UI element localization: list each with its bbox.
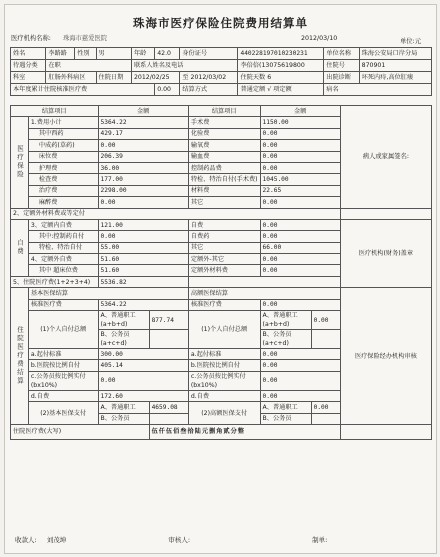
days-cell bbox=[238, 72, 324, 84]
id-label: 身份证号 bbox=[180, 48, 238, 60]
capital-amount-value: 伍仟伍佰叁拾陆元捌角贰分整 bbox=[149, 424, 340, 439]
settlement-table bbox=[10, 105, 432, 440]
insure-value: 在职 bbox=[46, 60, 132, 72]
row-label: 检查费 bbox=[28, 174, 98, 185]
capital-amount-label: 住院医疗费(大写) bbox=[11, 424, 150, 439]
row-value: 0.00 bbox=[311, 402, 340, 413]
out-date-cell bbox=[180, 72, 238, 84]
row-value: 0.00 bbox=[260, 197, 340, 208]
high-pay-label: (2)高额医保支付 bbox=[188, 402, 260, 425]
high-insurance-head: 高额医保结算 bbox=[188, 288, 340, 299]
row-value: 66.00 bbox=[260, 242, 340, 253]
row-label: 定额外-其它 bbox=[188, 254, 260, 265]
head-item-1: 结算项目 bbox=[11, 106, 99, 117]
row-value: 0.00 bbox=[260, 128, 340, 139]
row-value: 206.39 bbox=[98, 151, 188, 162]
row-value: 177.00 bbox=[98, 174, 188, 185]
row-label: 4、定额外自费 bbox=[28, 254, 98, 265]
row-value: 5364.22 bbox=[98, 117, 188, 128]
row-value: 0.00 bbox=[260, 349, 340, 360]
insurance-office-review: 医疗保险经办机构审核 bbox=[340, 288, 431, 425]
row-label: 其中:控制药自付 bbox=[28, 231, 98, 242]
row-value: 0.00 bbox=[260, 140, 340, 151]
patient-info-table bbox=[10, 47, 432, 96]
row-label: d.自费 bbox=[188, 390, 260, 401]
row-value bbox=[149, 330, 188, 349]
name-label: 姓名 bbox=[11, 48, 46, 60]
sex-label: 性别 bbox=[75, 48, 96, 60]
row-value: 0.00 bbox=[260, 231, 340, 242]
row-value bbox=[311, 330, 340, 349]
disease-label: 病名 bbox=[324, 84, 432, 96]
row-value: 0.00 bbox=[260, 371, 340, 390]
diag-value: 坏死内痔,高位肛瘘 bbox=[359, 72, 431, 84]
row-value: 22.65 bbox=[260, 185, 340, 196]
row-label: 输血费 bbox=[188, 151, 260, 162]
in-date: 2012/02/25 bbox=[131, 72, 179, 84]
employer-label: 单位名称 bbox=[324, 48, 359, 60]
sex-value: 男 bbox=[96, 48, 131, 60]
blank-cell bbox=[188, 276, 340, 287]
row-value: 0.00 bbox=[260, 265, 340, 276]
row-value: 172.60 bbox=[98, 390, 188, 401]
self-pay-total-label: (1)个人自付总额 bbox=[28, 311, 98, 349]
contact-value: 李倍倍(13075619800 bbox=[238, 60, 324, 72]
settlement-sheet bbox=[4, 4, 437, 554]
dept-label: 科室 bbox=[11, 72, 46, 84]
maker-label: 制单: bbox=[312, 536, 328, 544]
row-label: b.医院按比例自付 bbox=[28, 360, 98, 371]
footer bbox=[15, 535, 327, 544]
row-label: B、公务员(a+c+d) bbox=[98, 330, 149, 349]
row-value bbox=[149, 413, 188, 424]
head-amount-1: 金额 bbox=[98, 106, 188, 117]
row-label: 3、定额内自费 bbox=[28, 219, 98, 230]
row-label: 5、住院医疗费(1+2+3+4) bbox=[11, 276, 99, 287]
in-label: 住院日期 bbox=[96, 72, 131, 84]
row-label: B、公务员 bbox=[260, 413, 311, 424]
row-value: 51.60 bbox=[98, 265, 188, 276]
auditor-label: 审核人: bbox=[168, 536, 191, 544]
row-value: 0.00 bbox=[98, 197, 188, 208]
side-blank bbox=[340, 424, 431, 439]
insure-label: 待遇分类 bbox=[11, 60, 46, 72]
row-value: 0.00 bbox=[98, 231, 188, 242]
date: 2012/03/10 bbox=[301, 35, 338, 42]
row-label: 输氧费 bbox=[188, 140, 260, 151]
row-label: a.起付标准 bbox=[188, 349, 260, 360]
row-value: 36.00 bbox=[98, 162, 188, 173]
to-label: 至 bbox=[182, 74, 189, 81]
diag-label: 出院诊断 bbox=[324, 72, 359, 84]
dept-value: 肛肠外科病区 bbox=[46, 72, 96, 84]
row-value: 0.00 bbox=[260, 219, 340, 230]
year-total-label: 本年度累计住院核准医疗费 bbox=[11, 84, 155, 96]
cashier-name: 刘茂坤 bbox=[46, 536, 67, 544]
section-settlement: 住院医疗费结算 bbox=[11, 288, 29, 425]
row-value: 0.00 bbox=[260, 299, 340, 310]
row-label: A、普通职工 bbox=[260, 402, 311, 413]
row-label: b.医院按比例自付 bbox=[188, 360, 260, 371]
row-label: 自费 bbox=[188, 219, 260, 230]
row-value: 0.00 bbox=[98, 371, 188, 390]
row-label: 2、定额外材料费或等定付 bbox=[11, 208, 341, 219]
patient-signature: 病人或家属签名: bbox=[340, 106, 431, 209]
row-label: 自费药 bbox=[188, 231, 260, 242]
row-value: 0.00 bbox=[260, 162, 340, 173]
section-medical-insurance: 医疗保险 bbox=[11, 117, 29, 208]
days-label: 住院天数 bbox=[240, 74, 266, 81]
row-value bbox=[311, 413, 340, 424]
row-label: A、普通职工(a+b+d) bbox=[260, 311, 311, 330]
row-value: 0.00 bbox=[98, 140, 188, 151]
row-label: 定额外材料费 bbox=[188, 265, 260, 276]
basic-insurance-head: 基本医保结算 bbox=[28, 288, 188, 299]
year-total-value: 0.00 bbox=[155, 84, 180, 96]
row-value: 300.00 bbox=[98, 349, 188, 360]
days-value: 6 bbox=[267, 74, 272, 81]
row-value: 2298.00 bbox=[98, 185, 188, 196]
head-amount-2: 金额 bbox=[260, 106, 340, 117]
row-label: 其它 bbox=[188, 242, 260, 253]
row-label: 其它 bbox=[188, 197, 260, 208]
row-label: 特检、特治自付 bbox=[28, 242, 98, 253]
row-label: 1.费用小计 bbox=[28, 117, 98, 128]
side-blank bbox=[340, 208, 431, 219]
row-value: 877.74 bbox=[149, 311, 188, 330]
basic-pay-label: (2)基本医保支付 bbox=[28, 402, 98, 425]
section-self-pay: 自费 bbox=[11, 219, 29, 276]
page-title: 珠海市医疗保险住院费用结算单 bbox=[133, 16, 308, 30]
hospital-label: 医疗机构名称: bbox=[11, 35, 51, 42]
row-value: 51.60 bbox=[98, 254, 188, 265]
row-value: 405.14 bbox=[98, 360, 188, 371]
row-value: 5364.22 bbox=[98, 299, 188, 310]
cashier-label: 收款人: bbox=[15, 536, 37, 544]
row-value: 1045.00 bbox=[260, 174, 340, 185]
row-label: 床位费 bbox=[28, 151, 98, 162]
high-self-pay-label: (1)个人自付总额 bbox=[188, 311, 260, 349]
row-label: 材料费 bbox=[188, 185, 260, 196]
row-label: 麻醉费 bbox=[28, 197, 98, 208]
row-label: 护理费 bbox=[28, 162, 98, 173]
row-label: 核准医疗费 bbox=[188, 299, 260, 310]
row-label: B、公务员(a+c+d) bbox=[260, 330, 311, 349]
row-value: 429.17 bbox=[98, 128, 188, 139]
head-item-2: 结算项目 bbox=[188, 106, 260, 117]
row-value: 4659.08 bbox=[149, 402, 188, 413]
row-label: d.自费 bbox=[28, 390, 98, 401]
row-value: 0.00 bbox=[311, 311, 340, 330]
row-label: A、普通职工 bbox=[98, 402, 149, 413]
row-label: 其中西药 bbox=[28, 128, 98, 139]
method-label: 结算方式 bbox=[180, 84, 238, 96]
row-value: 5536.82 bbox=[98, 276, 188, 287]
row-label: 核准医疗费 bbox=[28, 299, 98, 310]
employer-value: 珠海公安局口岸分局 bbox=[359, 48, 431, 60]
age-value: 42.0 bbox=[155, 48, 180, 60]
row-value: 1150.00 bbox=[260, 117, 340, 128]
row-label: 中成药(草药) bbox=[28, 140, 98, 151]
row-label: 治疗费 bbox=[28, 185, 98, 196]
name-value: 李路路 bbox=[46, 48, 75, 60]
row-label: 手术费 bbox=[188, 117, 260, 128]
row-value: 0.00 bbox=[260, 390, 340, 401]
row-label: A、普通职工(a+b+d) bbox=[98, 311, 149, 330]
out-date: 2012/03/02 bbox=[190, 74, 227, 81]
unit-label: 单位:元 bbox=[400, 38, 422, 45]
row-label: 特检、特治自付(手术费) bbox=[188, 174, 260, 185]
row-value: 0.00 bbox=[260, 151, 340, 162]
row-value: 0.00 bbox=[260, 360, 340, 371]
row-value: 0.00 bbox=[260, 254, 340, 265]
hospital-name: 珠海市慈爱医院 bbox=[63, 35, 108, 42]
row-label: c.公务员按比例实付(bx10%) bbox=[28, 371, 98, 390]
row-label: a.起付标准 bbox=[28, 349, 98, 360]
card-value: 870901 bbox=[359, 60, 431, 72]
row-label: c.公务员按比例实付(bx10%) bbox=[188, 371, 260, 390]
method-value: 普通定额 √ 项定额 bbox=[238, 84, 324, 96]
row-value: 121.00 bbox=[98, 219, 188, 230]
row-label: 化验费 bbox=[188, 128, 260, 139]
row-value: 55.00 bbox=[98, 242, 188, 253]
age-label: 年龄 bbox=[131, 48, 154, 60]
hospital-stamp: 医疗机构(财务)盖章 bbox=[340, 219, 431, 287]
row-label: 其中 超床位费 bbox=[28, 265, 98, 276]
card-label: 住院号 bbox=[324, 60, 359, 72]
contact-label: 联系人姓名及电话 bbox=[131, 60, 238, 72]
id-value: 440228197010230231 bbox=[238, 48, 324, 60]
row-label: 控制药品费 bbox=[188, 162, 260, 173]
row-label: B、公务员 bbox=[98, 413, 149, 424]
